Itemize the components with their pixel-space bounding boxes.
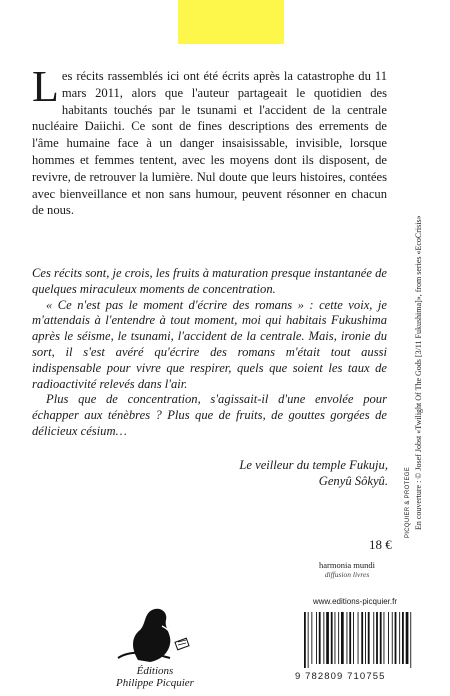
author-quote bbox=[32, 266, 387, 440]
distributor-sub: diffusion livres bbox=[324, 570, 370, 579]
publisher-website: www.editions-picquier.fr bbox=[312, 597, 398, 606]
publisher-small-logo: PICQUIER & PROTEGE bbox=[405, 466, 411, 538]
cover-credit: En couverture : © Josef Jobst «Twilight Of The Gods [3/11 Fukushima]», from series «EcoCrisis» bbox=[414, 215, 423, 530]
signature bbox=[239, 457, 388, 489]
distributor bbox=[300, 560, 394, 580]
drop-cap: L bbox=[32, 62, 59, 111]
price: 18 € bbox=[369, 537, 392, 552]
signature-line-2: Genyû Sôkyû. bbox=[318, 474, 388, 488]
publisher-line-2: Philippe Picquier bbox=[116, 677, 194, 689]
signature-line-1: Le veilleur du temple Fukuju, bbox=[239, 458, 388, 472]
cover-yellow-band bbox=[178, 0, 284, 44]
publisher-logo-icon bbox=[110, 600, 200, 668]
quote-paragraph-1: Ces récits sont, je crois, les fruits à maturation presque instantanée de quelques miraculeux moments de concentration. bbox=[32, 266, 387, 296]
publisher-line-1: Éditions bbox=[136, 665, 174, 677]
distributor-name: harmonia mundi bbox=[319, 560, 375, 570]
intro-text: es récits rassemblés ici ont été écrits après la catastrophe du 11 mars 2011, alors que l'auteur partageait le quotidien des habitants touchés par le tsunami et l'accident de la centrale nucléaire Daiichi. Ce sont de fines descriptions des errements de l'âme humaine face à un danger insaisissable, invisible, lorsque hommes et femmes tentent, avec les moyens dont ils disposent, de revivre, de retrouver la lumière. Nul doute que leurs histoires, contées avec bienveillance et non sans humour, peuvent résonner en chacun de nous. bbox=[32, 69, 387, 218]
intro-paragraph bbox=[32, 62, 387, 219]
isbn-number: 9 782809 710755 bbox=[295, 671, 386, 682]
quote-paragraph-2: « Ce n'est pas le moment d'écrire des romans » : cette voix, je m'attendais à l'entendre à tout moment, moi qui habitais Fukushima après le séisme, le tsunami, l'accident de la centrale. Mais, ironie du sort, il s'est avéré qu'écrire des romans m'était tout aussi indispensable pour vivre que respirer, quels que soient les taux de radioactivité relevés dans l'air. bbox=[32, 297, 387, 391]
quote-paragraph-3: Plus que de concentration, s'agissait-il d'une envolée pour échapper aux ténèbres ? Plus que de fruits, de gouttes gorgées de délicieux césium… bbox=[32, 392, 387, 438]
publisher-name bbox=[105, 665, 205, 689]
barcode-icon bbox=[302, 612, 422, 668]
